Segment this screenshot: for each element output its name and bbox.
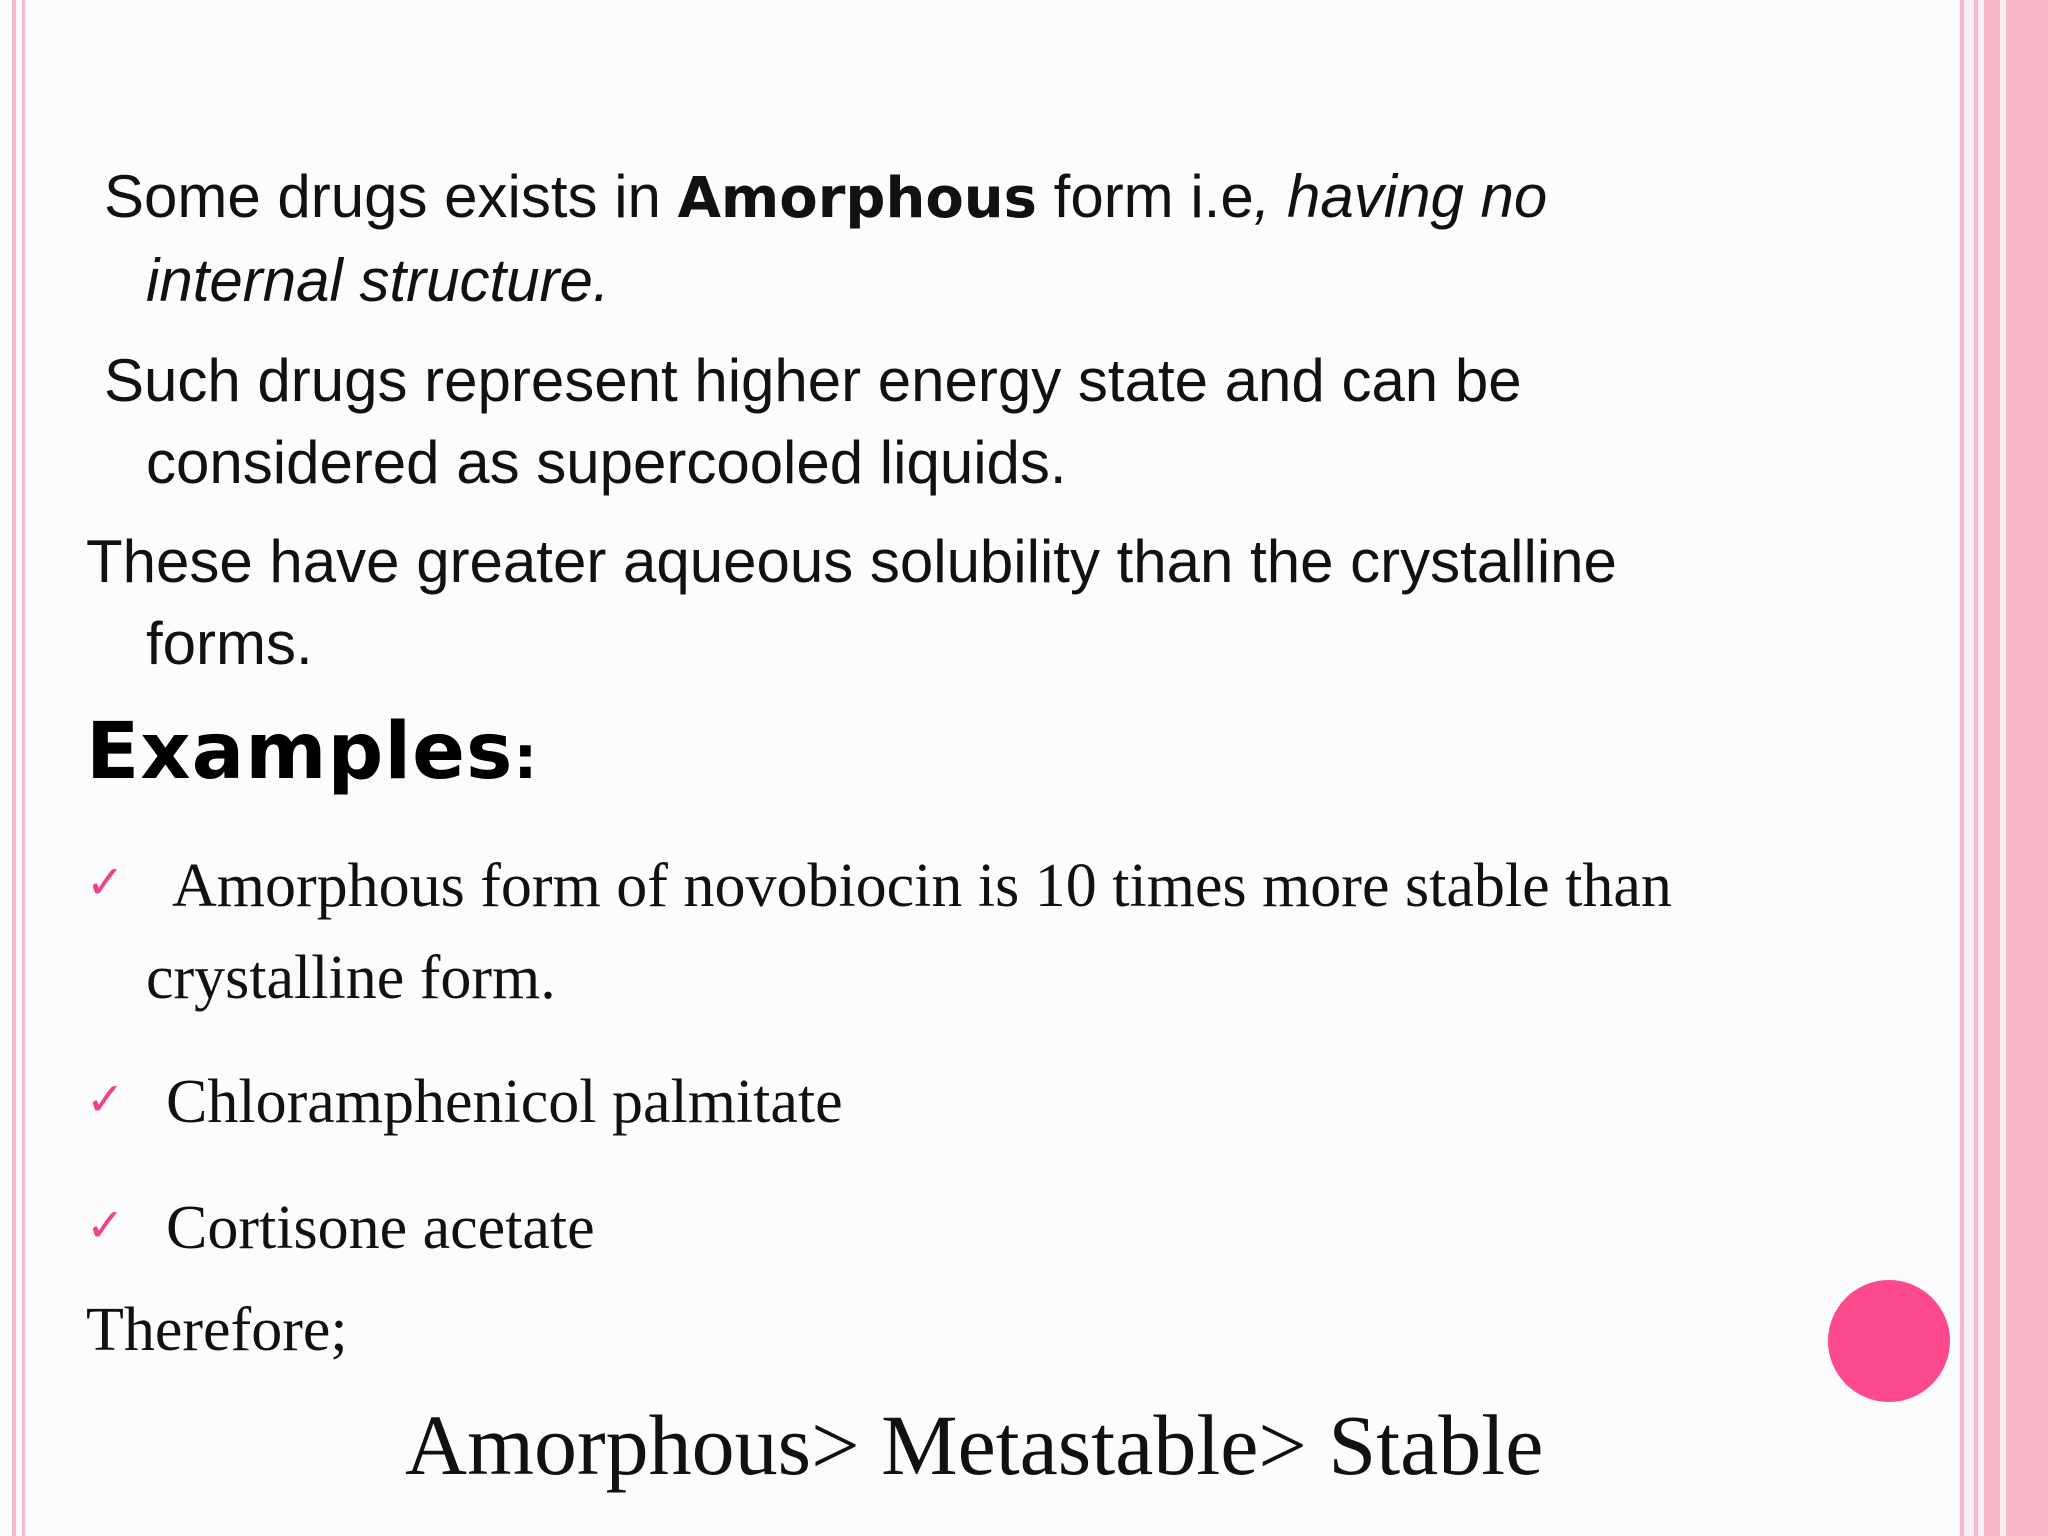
intro-text: form i.e bbox=[1036, 163, 1254, 230]
intro-paragraph-3 bbox=[86, 521, 1617, 685]
intro-text: forms. bbox=[146, 610, 313, 677]
example-item-text: Cortisone acetate bbox=[166, 1194, 595, 1262]
examples-heading bbox=[86, 702, 538, 808]
example-item-text: Amorphous form of novobiocin is 10 times more stable than bbox=[172, 852, 1672, 920]
example-item bbox=[166, 1182, 595, 1274]
intro-text: These have greater aqueous solubility than the crystalline bbox=[86, 528, 1617, 595]
intro-italic-text: internal structure. bbox=[146, 247, 610, 314]
example-item bbox=[172, 840, 1672, 932]
amorphous-term: Amorphous bbox=[677, 166, 1037, 231]
intro-paragraph-1 bbox=[104, 156, 1547, 322]
example-item-text: crystalline form. bbox=[146, 944, 556, 1012]
checkmark-icon: ✓ bbox=[86, 855, 125, 909]
right-border-band bbox=[1984, 0, 2048, 1536]
checkmark-icon: ✓ bbox=[86, 1198, 125, 1252]
left-border-line bbox=[12, 0, 16, 1536]
intro-text: Some drugs exists in bbox=[104, 163, 678, 230]
right-border-gap bbox=[2000, 0, 2006, 1536]
intro-italic-text: , having no bbox=[1253, 163, 1548, 230]
checkmark-icon: ✓ bbox=[86, 1072, 125, 1126]
examples-heading-colon: : bbox=[513, 723, 539, 793]
example-item-text: Chloramphenicol palmitate bbox=[166, 1068, 843, 1136]
intro-paragraph-2 bbox=[104, 340, 1522, 504]
example-item bbox=[166, 1056, 843, 1148]
intro-text: considered as supercooled liquids. bbox=[146, 429, 1067, 496]
right-border-gap bbox=[1964, 0, 1974, 1536]
stability-order: Amorphous> Metastable> Stable bbox=[405, 1397, 1544, 1493]
therefore-label: Therefore; bbox=[86, 1296, 348, 1364]
decorative-circle bbox=[1828, 1280, 1950, 1402]
left-border-line bbox=[22, 0, 25, 1536]
examples-heading-text: Examples bbox=[86, 707, 514, 797]
intro-text: Such drugs represent higher energy state and can be bbox=[104, 347, 1522, 414]
example-item-continuation bbox=[146, 932, 556, 1024]
